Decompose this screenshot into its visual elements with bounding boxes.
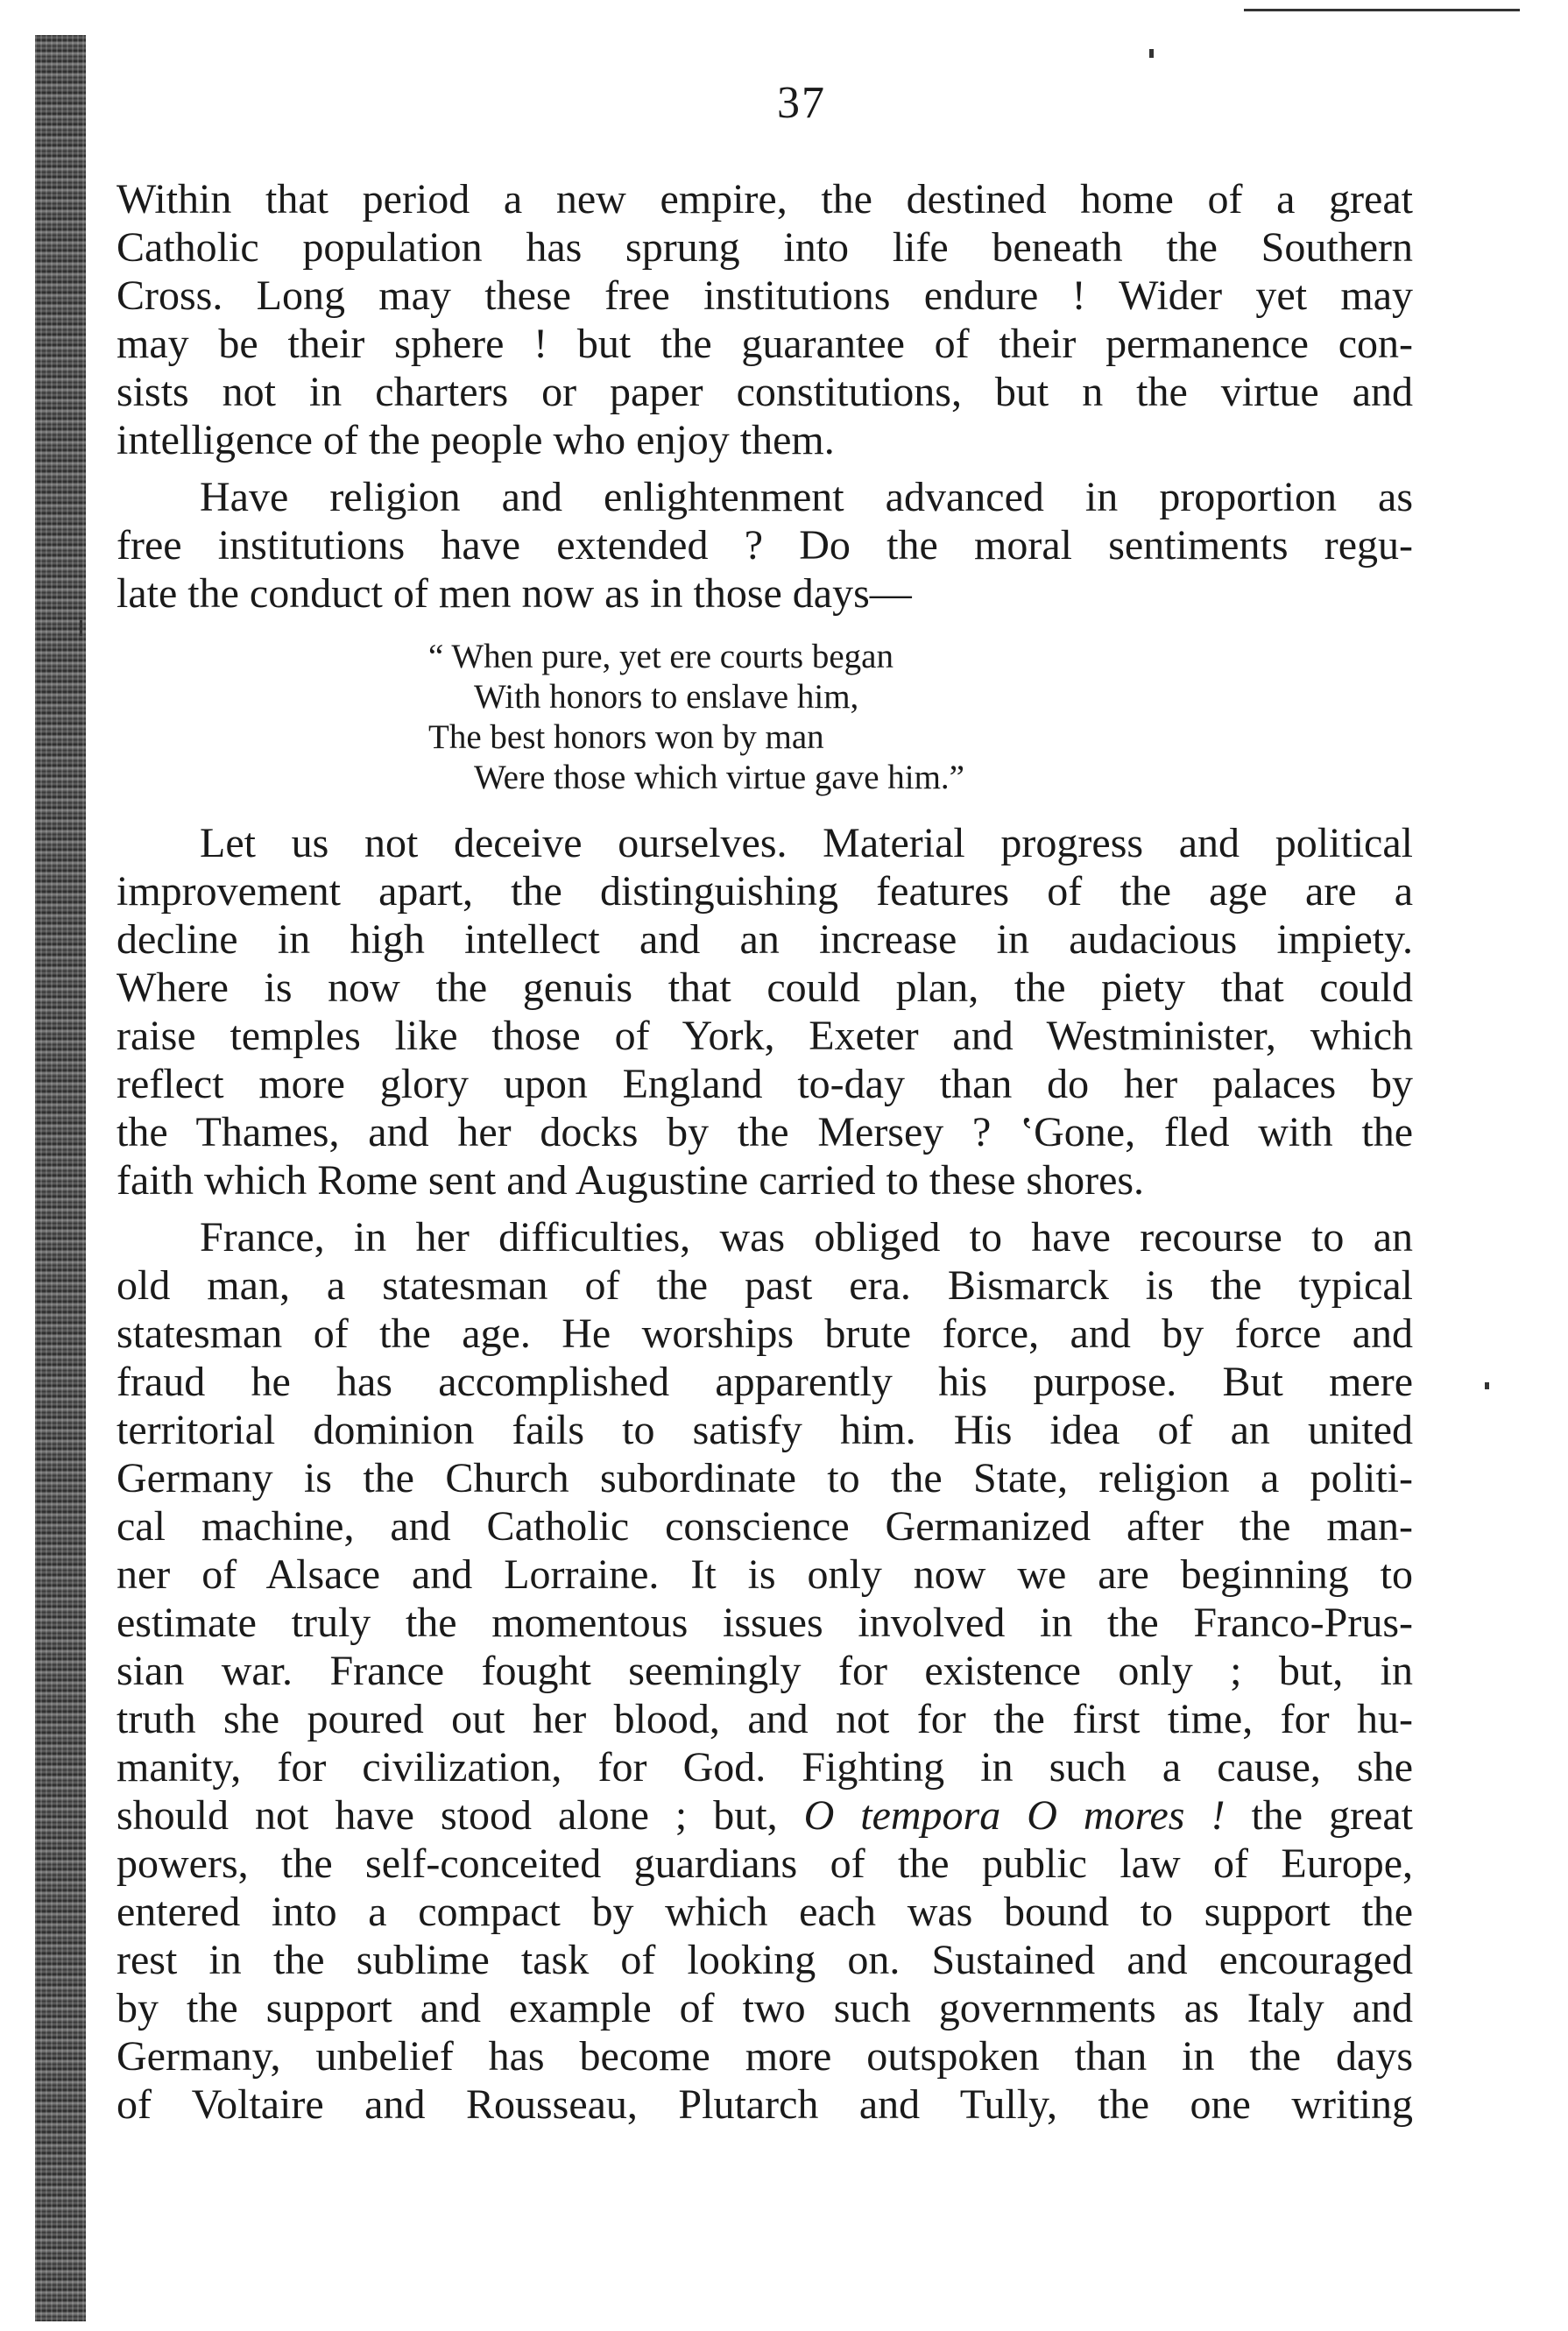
text-line: fraud he has accomplished apparently his purpose. But mere bbox=[117, 1359, 1413, 1405]
text-line: reflect more glory upon England to-day than do her palaces by bbox=[117, 1061, 1413, 1107]
text-line: of Voltaire and Rousseau, Plutarch and Tully, the one writing bbox=[117, 2081, 1413, 2128]
poem-line: The best honors won by man bbox=[428, 718, 824, 756]
body-text bbox=[117, 175, 1413, 2129]
latin-phrase: O tempora O mores ! bbox=[803, 1792, 1225, 1839]
text-line: Germany, unbelief has become more outspoken than in the days bbox=[117, 2033, 1413, 2080]
text-line: faith which Rome sent and Augustine carried to these shores. bbox=[117, 1157, 1145, 1204]
text-line: ner of Alsace and Lorraine. It is only now we are beginning to bbox=[117, 1551, 1413, 1598]
poem-line: With honors to enslave him, bbox=[474, 678, 859, 716]
text-line: Cross. Long may these free institutions endure ! Wider yet may bbox=[117, 272, 1413, 319]
page-number: 37 bbox=[777, 78, 826, 128]
paragraph-3 bbox=[117, 819, 1413, 1204]
text-line: raise temples like those of York, Exeter and Westminister, which bbox=[117, 1013, 1413, 1059]
text-line: Let us not deceive ourselves. Material progress and political bbox=[200, 820, 1413, 866]
text-line: may be their sphere ! but the guarantee of their permanence con- bbox=[117, 321, 1413, 367]
text-line: Catholic population has sprung into life beneath the Southern bbox=[117, 224, 1413, 271]
text-line: late the conduct of men now as in those days— bbox=[117, 570, 912, 617]
text-line: Within that period a new empire, the destined home of a great bbox=[117, 176, 1413, 223]
text-line: cal machine, and Catholic conscience Germanized after the man- bbox=[117, 1503, 1413, 1550]
text-line: free institutions have extended ? Do the moral sentiments regu- bbox=[117, 522, 1413, 569]
text-line: sian war. France fought seemingly for existence only ; but, in bbox=[117, 1648, 1413, 1694]
text-line: old man, a statesman of the past era. Bismarck is the typical bbox=[117, 1262, 1413, 1309]
text-line: territorial dominion fails to satisfy him. His idea of an united bbox=[117, 1407, 1413, 1453]
text-line: Germany is the Church subordinate to the State, religion a politi- bbox=[117, 1455, 1413, 1501]
text-line: decline in high intellect and an increase in audacious impiety. bbox=[117, 916, 1413, 963]
top-rule bbox=[1244, 9, 1520, 11]
text-line: by the support and example of two such governments as Italy and bbox=[117, 1985, 1413, 2031]
text-line: intelligence of the people who enjoy them. bbox=[117, 417, 835, 463]
text-line: sists not in charters or paper constitutions, but n the virtue and bbox=[117, 369, 1413, 415]
text-fragment: should not have stood alone ; but, bbox=[117, 1792, 778, 1839]
poem-line: Were those which virtue gave him.” bbox=[474, 759, 964, 796]
text-line-with-italic bbox=[117, 1791, 1413, 1840]
text-line: improvement apart, the distinguishing features of the age are a bbox=[117, 868, 1413, 915]
text-fragment: the great bbox=[1251, 1792, 1414, 1839]
ink-speck bbox=[80, 620, 82, 636]
text-line: Have religion and enlightenment advanced in proportion as bbox=[200, 474, 1413, 520]
text-line: truth she poured out her blood, and not for the first time, for hu- bbox=[117, 1696, 1413, 1742]
book-binding-edge bbox=[35, 35, 86, 2321]
text-line: France, in her difficulties, was obliged to have recourse to an bbox=[200, 1214, 1413, 1261]
text-line: the Thames, and her docks by the Mersey ? ʽGone, fled with the bbox=[117, 1109, 1413, 1155]
ink-speck bbox=[1149, 49, 1154, 58]
text-line: Where is now the genuis that could plan, the piety that could bbox=[117, 964, 1413, 1011]
text-line: entered into a compact by which each was bound to support the bbox=[117, 1889, 1413, 1935]
poem-quotation bbox=[428, 637, 1413, 798]
ink-speck bbox=[1485, 1382, 1489, 1389]
text-line: estimate truly the momentous issues involved in the Franco-Prus- bbox=[117, 1600, 1413, 1646]
text-line: rest in the sublime task of looking on. Sustained and encouraged bbox=[117, 1937, 1413, 1983]
paragraph-4 bbox=[117, 1213, 1413, 2129]
paragraph-2 bbox=[117, 473, 1413, 618]
poem-line: “ When pure, yet ere courts began bbox=[428, 638, 893, 675]
text-line: powers, the self-conceited guardians of the public law of Europe, bbox=[117, 1840, 1413, 1887]
text-line: statesman of the age. He worships brute force, and by force and bbox=[117, 1310, 1413, 1357]
text-line: manity, for civilization, for God. Fighting in such a cause, she bbox=[117, 1744, 1413, 1791]
paragraph-1 bbox=[117, 175, 1413, 464]
